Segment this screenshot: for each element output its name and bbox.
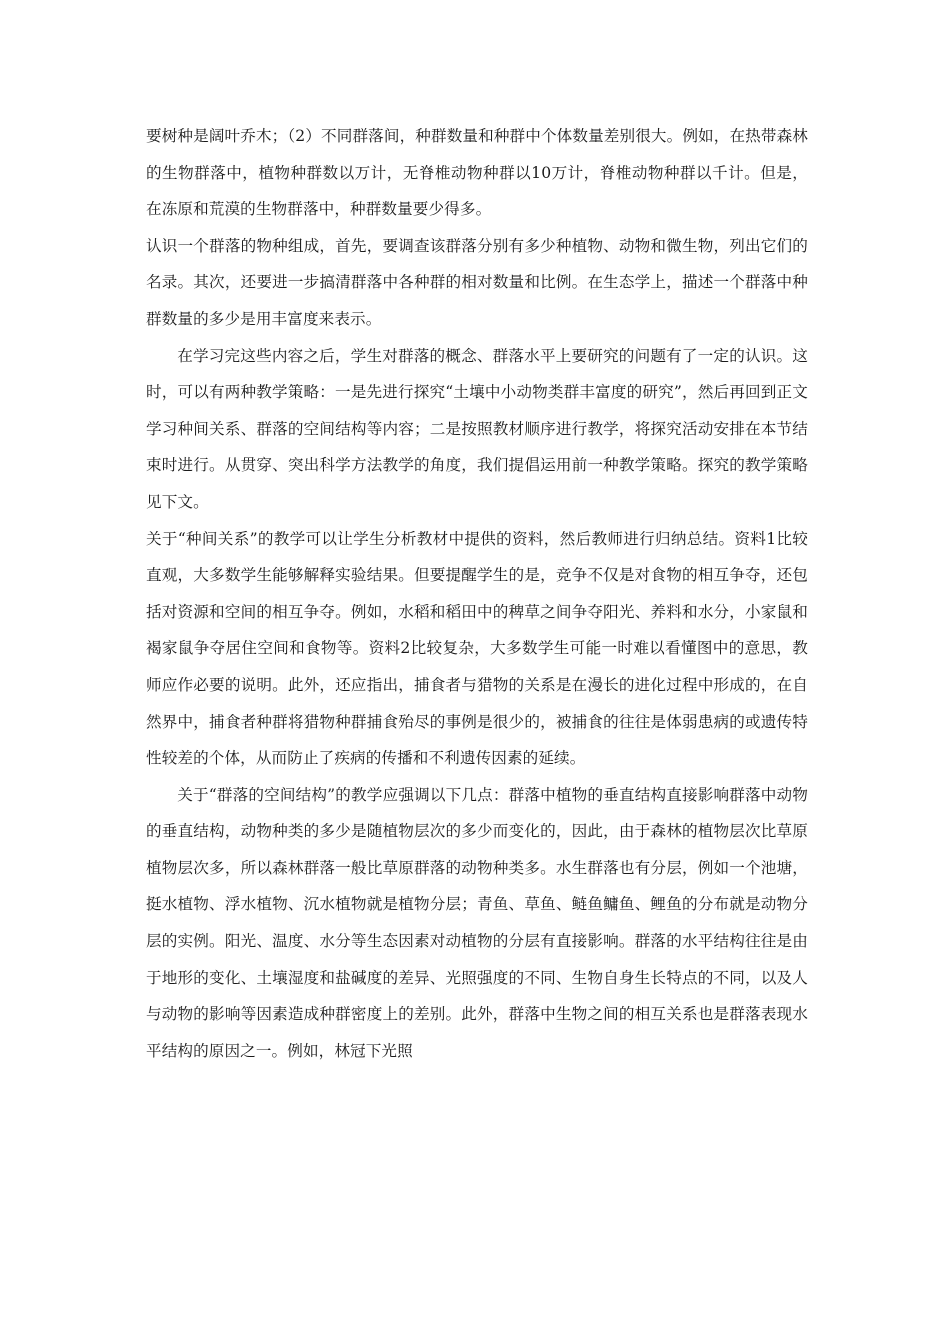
- paragraph-interspecific-relations: 关于“种间关系”的教学可以让学生分析教材中提供的资料，然后教师进行归纳总结。资料1比较直观，大多数学生能够解释实验结果。但要提醒学生的是，竞争不仅是对食物的相互争夺，还包括对资源和空间的相互争夺。例如，水稻和稻田中的稗草之间争夺阳光、养料和水分，小家鼠和褐家鼠争夺居住空间和食物等。资料2比较复杂，大多数学生可能一时难以看懂图中的意思，教师应作必要的说明。此外，还应指出，捕食者与猎物的关系是在漫长的进化过程中形成的，在自然界中，捕食者种群将猎物种群捕食殆尽的事例是很少的，被捕食的往往是体弱患病的或遗传特性较差的个体，从而防止了疾病的传播和不利遗传因素的延续。: [146, 529, 808, 768]
- paragraph-species-composition: 认识一个群落的物种组成，首先，要调查该群落分别有多少种植物、动物和微生物，列出它们的名录。其次，还要进一步搞清群落中各种群的相对数量和比例。在生态学上，描述一个群落中种群数量的多少是用丰富度来表示。: [146, 236, 808, 328]
- paragraph-species-count: 要树种是阔叶乔木；（2）不同群落间，种群数量和种群中个体数量差别很大。例如，在热带森林的生物群落中，植物种群数以万计，无脊椎动物种群以10万计，脊椎动物种群以千计。但是，在冻原和荒漠的生物群落中，种群数量要少得多。: [146, 127, 808, 219]
- document-body: [146, 118, 808, 1069]
- paragraph-teaching-strategy: 在学习完这些内容之后，学生对群落的概念、群落水平上要研究的问题有了一定的认识。这时，可以有两种教学策略：一是先进行探究“土壤中小动物类群丰富度的研究”，然后再回到正文学习种间关系、群落的空间结构等内容；二是按照教材顺序进行教学，将探究活动安排在本节结束时进行。从贯穿、突出科学方法教学的角度，我们提倡运用前一种教学策略。探究的教学策略见下文。: [146, 346, 808, 511]
- paragraph-spatial-structure: 关于“群落的空间结构”的教学应强调以下几点：群落中植物的垂直结构直接影响群落中动物的垂直结构，动物种类的多少是随植物层次的多少而变化的，因此，由于森林的植物层次比草原植物层次多，所以森林群落一般比草原群落的动物种类多。水生群落也有分层，例如一个池塘，挺水植物、浮水植物、沉水植物就是植物分层；青鱼、草鱼、鲢鱼鳙鱼、鲤鱼的分布就是动物分层的实例。阳光、温度、水分等生态因素对动植物的分层有直接影响。群落的水平结构往往是由于地形的变化、土壤湿度和盐碱度的差异、光照强度的不同、生物自身生长特点的不同，以及人与动物的影响等因素造成种群密度上的差别。此外，群落中生物之间的相互关系也是群落表现水平结构的原因之一。例如，林冠下光照: [146, 785, 808, 1060]
